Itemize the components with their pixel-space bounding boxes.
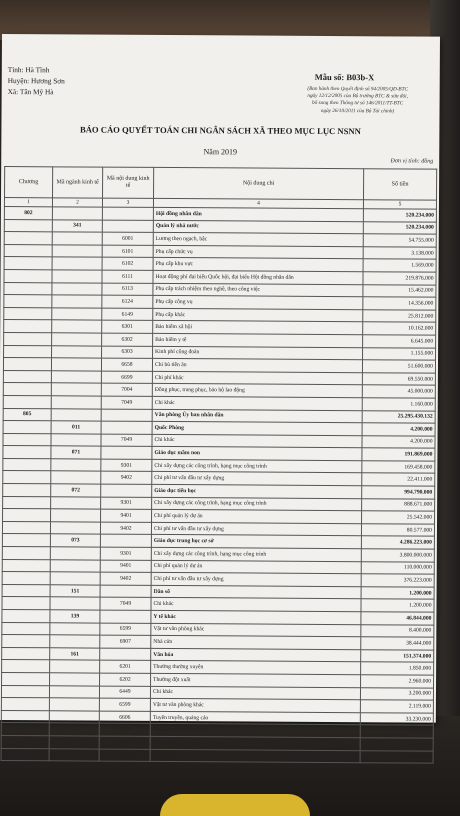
cell-amount: 151.374.000 <box>361 649 434 662</box>
cell-description: Y tế khác <box>151 610 361 624</box>
cell-chuong <box>3 433 51 446</box>
cell-description: Chi khác <box>150 686 360 700</box>
cell-nganh: 071 <box>51 446 101 459</box>
cell-noidung-code: 6001 <box>102 232 153 245</box>
cell-nganh: 011 <box>51 421 101 434</box>
cell-noidung-code <box>100 648 151 661</box>
cell-nganh: 341 <box>52 219 102 232</box>
cell-nganh <box>49 723 99 736</box>
cell-chuong <box>2 672 50 685</box>
cell-chuong <box>2 572 50 585</box>
cell-chuong <box>3 458 51 471</box>
col-header-amount: Số tiền <box>363 169 436 200</box>
cell-noidung-code: 6102 <box>102 257 153 270</box>
cell-chuong <box>3 370 51 383</box>
col-index: 3 <box>102 198 153 207</box>
cell-amount: 3.200.000 <box>360 687 433 700</box>
cell-nganh <box>52 345 102 358</box>
cell-amount: 4.200.000 <box>362 435 435 448</box>
cell-noidung-code: 6202 <box>100 673 151 686</box>
cell-chuong <box>3 484 51 497</box>
cell-amount: 10.162.000 <box>363 322 436 335</box>
cell-amount: 2.119.000 <box>360 700 433 713</box>
cell-amount: 25.542.000 <box>362 511 435 524</box>
cell-noidung-code <box>102 207 153 220</box>
cell-nganh <box>51 383 101 396</box>
cell-chuong <box>2 610 50 623</box>
cell-noidung-code: 7049 <box>101 396 152 409</box>
cell-amount: 219.876.000 <box>363 272 436 285</box>
cell-nganh <box>50 547 100 560</box>
cell-amount: 33.230.000 <box>360 712 433 725</box>
cell-chuong <box>3 358 51 371</box>
cell-chuong <box>1 685 49 698</box>
cell-chuong <box>4 232 52 245</box>
cell-description: Giáo dục tiểu học <box>152 484 362 498</box>
cell-amount: 80.577.000 <box>361 524 434 537</box>
cell-description: Tài sản và thiết bị chuyên dùng <box>150 736 360 750</box>
cell-amount: 6.645.000 <box>363 335 436 348</box>
cell-nganh <box>51 408 101 421</box>
cell-description: Chi xây dựng các công trình, hạng mục công trình <box>152 497 362 511</box>
cell-chuong <box>4 219 52 232</box>
cell-amount: 14.356.000 <box>363 297 436 310</box>
cell-chuong <box>1 748 49 761</box>
cell-amount: 8.400.000 <box>361 624 434 637</box>
cell-nganh <box>52 270 102 283</box>
cell-description: Phụ cấp chức vụ <box>153 245 363 259</box>
cell-description: Chi phí tư vấn đầu tư xây dựng <box>151 573 361 587</box>
cell-chuong <box>4 295 52 308</box>
cell-description: Đồng phục, trang phục, bảo hộ lao động <box>152 384 362 398</box>
cell-amount: 1.160.000 <box>362 398 435 411</box>
cell-nganh: 073 <box>50 534 100 547</box>
cell-amount: 25.812.000 <box>363 309 436 322</box>
cell-description: Lương theo ngạch, bậc <box>153 233 363 247</box>
cell-nganh <box>52 295 102 308</box>
cell-chuong <box>2 597 50 610</box>
cell-noidung-code <box>100 585 151 598</box>
cell-chuong <box>2 534 50 547</box>
cell-nganh <box>50 673 100 686</box>
district: Huyện: Hương Sơn <box>7 76 65 86</box>
col-header-nganh: Mã ngành kinh tế <box>53 167 103 198</box>
cell-nganh <box>51 396 101 409</box>
cell-nganh <box>49 685 99 698</box>
cell-nganh <box>50 572 100 585</box>
table-header-row <box>5 167 437 201</box>
cell-chuong <box>3 446 51 459</box>
cell-description: Quốc Phòng <box>152 422 362 436</box>
cell-nganh <box>52 207 102 220</box>
cell-nganh <box>49 711 99 724</box>
cell-description: Phụ cấp khu vực <box>153 258 363 272</box>
cell-amount: 1.200.000 <box>361 587 434 600</box>
cell-noidung-code: 6113 <box>102 283 153 296</box>
budget-table <box>1 166 438 764</box>
cell-chuong <box>1 735 49 748</box>
col-index: 5 <box>363 200 436 209</box>
cell-description: Chi khác <box>151 598 361 612</box>
cell-chuong <box>4 345 52 358</box>
cell-description: Văn hóa <box>151 648 361 662</box>
cell-description: Chi phí quản lý dự án <box>151 560 361 574</box>
cell-description: Phụ cấp trách nhiệm theo nghề, theo công việc <box>153 283 363 297</box>
cell-amount: 191.869.000 <box>362 448 435 461</box>
cell-noidung-code <box>100 610 151 623</box>
cell-nganh <box>49 698 99 711</box>
cell-chuong <box>2 584 50 597</box>
cell-nganh <box>51 471 101 484</box>
unit-of-measure: Đơn vị tính: đồng <box>390 158 434 165</box>
cell-noidung-code: 6149 <box>102 308 153 321</box>
cell-description: Phụ cấp công vụ <box>153 296 363 310</box>
cell-chuong <box>4 282 52 295</box>
cell-description: Vật tư văn phòng khác <box>151 623 361 637</box>
table-row <box>1 748 433 763</box>
cell-chuong <box>2 622 50 635</box>
cell-description: Kinh phí công đoàn <box>153 346 363 360</box>
cell-nganh: 151 <box>50 585 100 598</box>
cell-noidung-code: 6111 <box>102 270 153 283</box>
cell-noidung-code: 6606 <box>99 711 150 724</box>
cell-description: Giáo dục trung học cơ sở <box>151 535 361 549</box>
cell-noidung-code: 9301 <box>100 547 151 560</box>
cell-amount: 376.223.000 <box>361 574 434 587</box>
cell-noidung-code: 6599 <box>99 698 150 711</box>
cell-description: Chi phí tư vấn đầu tư xây dựng <box>152 472 362 486</box>
cell-noidung-code <box>100 535 151 548</box>
cell-nganh <box>51 459 101 472</box>
cell-chuong <box>2 647 50 660</box>
cell-amount: 4.286.223.000 <box>361 536 434 549</box>
cell-amount: 54.755.000 <box>363 234 436 247</box>
col-index: 1 <box>4 198 52 207</box>
cell-nganh <box>52 245 102 258</box>
cell-amount: 1.155.000 <box>363 347 436 360</box>
cell-noidung-code: 6599 <box>100 623 151 636</box>
cell-noidung-code: 6303 <box>102 346 153 359</box>
cell-description: Hội đồng nhân dân <box>153 207 363 221</box>
cell-description: Chi xây dựng các công trình, hạng mục công trình <box>152 459 362 473</box>
cell-chuong <box>4 257 52 270</box>
col-index: 4 <box>153 198 363 208</box>
cell-description: Chi phí quản lý dự án <box>152 510 362 524</box>
cell-description: Hoạt động phí đại biểu Quốc hội, đại biểu Hội đồng nhân dân <box>153 270 363 284</box>
cell-description: Thưởng thường xuyên <box>151 661 361 675</box>
cell-description: Thưởng đột xuất <box>151 673 361 687</box>
cell-noidung-code: 6449 <box>99 686 150 699</box>
cell-description: Tuyên truyền, quảng cáo <box>150 711 360 725</box>
cell-nganh <box>50 635 100 648</box>
form-note-line: bổ sung theo Thông tư số 146/2011/TT-BTC <box>312 100 404 107</box>
cell-nganh <box>50 559 100 572</box>
cell-noidung-code <box>101 484 152 497</box>
cell-noidung-code <box>101 409 152 422</box>
cell-chuong <box>3 509 51 522</box>
cell-noidung-code: 9401 <box>100 560 151 573</box>
cell-amount: 1.850.000 <box>361 662 434 675</box>
cell-nganh <box>51 496 101 509</box>
col-header-noidung-code: Mã nội dung kinh tế <box>102 167 153 198</box>
cell-amount: 51.600.000 <box>362 360 435 373</box>
cell-nganh <box>51 371 101 384</box>
document-page <box>0 34 440 760</box>
cell-noidung-code <box>102 220 153 233</box>
cell-amount: 4.200.000 <box>362 423 435 436</box>
cell-description: Phụ cấp khác <box>153 308 363 322</box>
cell-description: Nhà cửa <box>151 636 361 650</box>
cell-amount: 3.780.000 <box>360 738 433 751</box>
cell-amount: 1.569.000 <box>363 259 436 272</box>
cell-nganh <box>52 257 102 270</box>
cell-amount: 3.138.000 <box>363 246 436 259</box>
cell-chuong <box>3 496 51 509</box>
cell-description: Chi phí khác <box>152 371 362 385</box>
table-body <box>1 207 436 764</box>
cell-chuong <box>4 307 52 320</box>
cell-chuong <box>2 521 50 534</box>
cell-nganh <box>50 597 100 610</box>
cell-description: Văn phòng Ủy ban nhân dân <box>152 409 362 423</box>
cell-amount: 25.295.430.132 <box>362 410 435 423</box>
cell-chuong <box>2 547 50 560</box>
cell-noidung-code: 6101 <box>102 245 153 258</box>
cell-chuong <box>3 471 51 484</box>
cell-nganh <box>49 736 99 749</box>
unit-header <box>8 64 65 97</box>
cell-noidung-code: 9301 <box>101 459 152 472</box>
cell-nganh <box>51 509 101 522</box>
cell-noidung-code: 6124 <box>102 295 153 308</box>
cell-chuong <box>4 332 52 345</box>
cell-nganh <box>52 282 102 295</box>
province: Tỉnh: Hà Tĩnh <box>7 65 50 75</box>
cell-amount: 520.234.000 <box>363 221 436 234</box>
cell-nganh <box>50 622 100 635</box>
cell-noidung-code: 9301 <box>101 497 152 510</box>
cell-description: Chi khác <box>152 434 362 448</box>
cell-nganh <box>50 660 100 673</box>
cell-nganh <box>52 320 102 333</box>
cell-description: Bảo hiểm xã hội <box>153 321 363 335</box>
cell-chuong <box>3 421 51 434</box>
cell-chuong <box>1 723 49 736</box>
cell-amount: 169.458.000 <box>362 461 435 474</box>
cell-chuong: 805 <box>3 408 51 421</box>
cell-nganh <box>52 333 102 346</box>
cell-noidung-code: 7049 <box>99 749 150 762</box>
cell-nganh: 161 <box>50 648 100 661</box>
cell-amount: 1.800.000 <box>360 725 433 738</box>
cell-nganh <box>50 522 100 535</box>
cell-nganh <box>51 358 101 371</box>
cell-amount: 1.200.000 <box>361 599 434 612</box>
cell-amount: 110.000.000 <box>361 561 434 574</box>
cell-noidung-code <box>101 421 152 434</box>
cell-chuong <box>2 559 50 572</box>
cell-amount: 46.844.000 <box>361 612 434 625</box>
cell-chuong: 802 <box>4 207 52 220</box>
form-code: Mẫu số: B03b-X <box>314 71 375 83</box>
cell-amount: 994.790.000 <box>362 486 435 499</box>
form-note-line: (Ban hành theo Quyết định số 94/2005/QĐ-BTC <box>307 85 408 93</box>
cell-amount: 38.444.000 <box>361 637 434 650</box>
cell-noidung-code: 9401 <box>101 509 152 522</box>
cell-amount: 35.435.000 <box>360 750 433 763</box>
col-header-chuong: Chương <box>5 167 53 198</box>
cell-noidung-code: 9402 <box>100 572 151 585</box>
cell-noidung-code <box>101 446 152 459</box>
col-header-description: Nội dung chi <box>153 167 363 199</box>
cell-description: Vật tư văn phòng khác <box>150 699 360 713</box>
cell-chuong <box>4 269 52 282</box>
cell-chuong <box>3 395 51 408</box>
cell-noidung-code: 6658 <box>101 358 152 371</box>
cell-nganh <box>52 308 102 321</box>
col-index: 2 <box>52 198 102 207</box>
cell-description: Chi bù tiền ăn <box>152 359 362 373</box>
cell-noidung-code: 6905 <box>99 736 150 749</box>
cell-noidung-code: 6907 <box>100 635 151 648</box>
cell-noidung-code: 7004 <box>101 383 152 396</box>
commune: Xã: Tân Mỹ Hà <box>7 87 54 97</box>
cell-description: Dân số <box>151 585 361 599</box>
cell-chuong <box>2 635 50 648</box>
cell-noidung-code: 6201 <box>100 660 151 673</box>
cell-amount: 2.960.000 <box>361 675 434 688</box>
cell-description: Chi phí tư vấn đầu tư xây dựng <box>151 522 361 536</box>
cell-description: Chi khác <box>152 396 362 410</box>
cell-nganh: 072 <box>51 484 101 497</box>
yellow-object <box>160 794 310 816</box>
cell-description: Bảo hiểm y tế <box>153 333 363 347</box>
cell-chuong <box>4 320 52 333</box>
cell-amount: 520.234.000 <box>363 209 436 222</box>
cell-noidung-code: 6302 <box>102 333 153 346</box>
cell-description: Chi xây dựng các công trình, hạng mục công trình <box>151 547 361 561</box>
cell-description: Chi khác <box>150 749 360 763</box>
cell-amount: 22.411.000 <box>362 473 435 486</box>
cell-description: Quản lý nhà nước <box>153 220 363 234</box>
cell-noidung-code: 6799 <box>99 723 150 736</box>
cell-amount: 3.800.000.000 <box>361 549 434 562</box>
report-title: BÁO CÁO QUYẾT TOÁN CHI NGÂN SÁCH XÃ THEO MỤC LỤC NSNN <box>79 124 361 137</box>
cell-amount: 69.550.000 <box>362 372 435 385</box>
cell-amount: 15.462.000 <box>363 284 436 297</box>
cell-description: Chi phí thuê mướn khác <box>150 724 360 738</box>
cell-nganh: 139 <box>50 610 100 623</box>
cell-chuong <box>4 244 52 257</box>
cell-noidung-code: 6301 <box>102 320 153 333</box>
form-note-line: ngày 12/12/2005 của Bộ trưởng BTC & sửa đổi, <box>307 93 408 100</box>
cell-noidung-code: 9402 <box>101 472 152 485</box>
cell-noidung-code: 9402 <box>100 522 151 535</box>
cell-noidung-code: 7049 <box>100 598 151 611</box>
cell-chuong <box>1 710 49 723</box>
cell-description: Giáo dục mầm non <box>152 447 362 461</box>
report-year: Năm 2019 <box>203 147 238 157</box>
cell-noidung-code: 7049 <box>101 434 152 447</box>
cell-nganh <box>49 748 99 761</box>
form-note-line: ngày 26/10/2011 của Bộ Tài chính) <box>320 107 395 115</box>
cell-noidung-code: 6699 <box>101 371 152 384</box>
cell-chuong <box>3 383 51 396</box>
cell-nganh <box>52 232 102 245</box>
cell-chuong <box>2 660 50 673</box>
cell-nganh <box>51 433 101 446</box>
cell-amount: 45.000.000 <box>362 385 435 398</box>
cell-amount: 888.671.000 <box>362 498 435 511</box>
form-note <box>278 86 438 116</box>
cell-chuong <box>1 698 49 711</box>
